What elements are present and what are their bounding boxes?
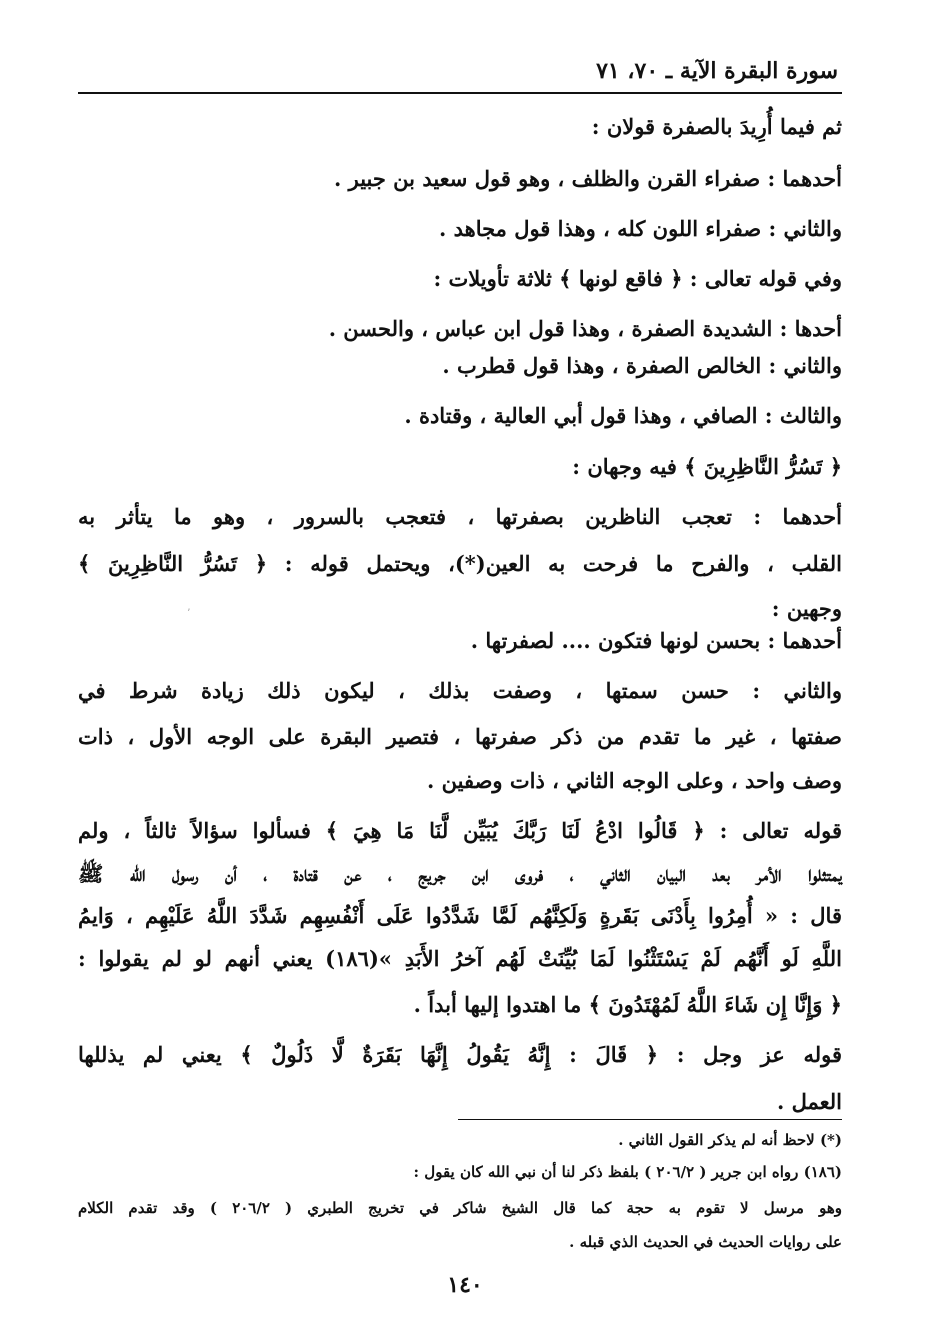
text-line: اللَّهِ لَو أَنَّهُم لَمْ يَسْتَثْنُوا لَمَا بُيِّنَتْ لَهُم آخرُ الأَبَدِ »(١٨٦) يعني أنهم لو لم يقولوا : — [78, 946, 842, 971]
footnote-divider — [458, 1119, 842, 1120]
text-line: ﴿ تَسُرُّ النَّاظِرِينَ ﴾ فيه وجهان : — [572, 454, 842, 479]
text-line: أحدهما : بحسن لونها فتكون .... لصفرتها . — [470, 628, 842, 653]
footnote: على روايات الحديث في الحديث الذي قبله . — [569, 1233, 842, 1251]
text-line: أحدهما : تعجب الناظرين بصفرتها ، فتعجب بالسرور ، وهو ما يتأثر به — [78, 504, 842, 529]
footnote: (١٨٦) رواه ابن جرير ( ٢٠٦/٢ ) بلفظ ذكر لنا أن نبي الله كان يقول : — [413, 1163, 842, 1181]
text-line: والثالث : الصافي ، وهذا قول أبي العالية ، وقتادة . — [404, 403, 842, 428]
text-line: قوله عز وجل : ﴿ قَالَ : إِنَّهُ يَقُولُ إِنَّهَا بَقَرَةٌ لَّا ذَلُولٌ ﴾ يعني لم يذللها — [78, 1042, 842, 1067]
text-line: وفي قوله تعالى : ﴿ فاقع لونها ﴾ ثلاثة تأويلات : — [433, 266, 842, 291]
text-line: أحدهما : صفراء القرن والظلف ، وهو قول سعيد بن جبير . — [334, 166, 842, 191]
text-line: والثاني : صفراء اللون كله ، وهذا قول مجاهد . — [438, 216, 842, 241]
text-line: يمتثلوا الأمر بعد البيان الثاني ، فروى ابن جريج ، عن قتادة ، أن رسول الله ﷺ — [78, 861, 842, 886]
text-line: ثم فيما أُرِيدَ بالصفرة قولان : — [591, 114, 842, 139]
footnote: وهو مرسل لا تقوم به حجة كما قال الشيخ شاكر في تخريج الطبري ( ٢٠٦/٢ ) وقد تقدم الكلام — [78, 1199, 842, 1217]
header-title: سورة البقرة الآية ـ ٧٠، ٧١ — [596, 58, 838, 84]
text-line: والثاني : الخالص الصفرة ، وهذا قول قطرب . — [442, 353, 842, 378]
footnote: (*) لاحظ أنه لم يذكر القول الثاني . — [618, 1131, 842, 1149]
text-line: صفتها ، غير ما تقدم من ذكر صفرتها ، فتصير البقرة على الوجه الأول ، ذات — [78, 724, 842, 749]
page-number: ١٤٠ — [447, 1272, 483, 1298]
text-line: قوله تعالى : ﴿ قَالُوا ادْعُ لَنَا رَبَّكَ يُبَيِّن لَّنَا مَا هِيَ ﴾ فسألوا سؤالاً ثالثاً ، ولم — [78, 818, 842, 843]
text-line: وجهين : — [771, 596, 842, 621]
text-line: القلب ، والفرح ما فرحت به العين(*)، ويحتمل قوله : ﴿ تَسُرُّ النَّاظِرِينَ ﴾ — [78, 551, 842, 576]
text-line: قال : « أُمِرُوا بِأَدْنَى بَقَرةٍ وَلَكِنَّهُم لَمَّا شَدَّدُوا عَلَى أَنْفُسِهِم شَدَّدَ اللَّهُ عَلَيْهِم ، وَايمُ — [78, 903, 842, 928]
text-line: العمل . — [776, 1089, 842, 1114]
text-line: والثاني : حسن سمتها ، وصفت بذلك ، ليكون ذلك زيادة شرط في — [78, 678, 842, 703]
text-line: ﴿ وَإِنَّا إِن شَاءَ اللَّهُ لَمُهْتَدُونَ ﴾ ما اهتدوا إليها أبداً . — [413, 992, 842, 1017]
text-line: وصف واحد ، وعلى الوجه الثاني ، ذات وصفين . — [427, 768, 842, 793]
print-mark: ʼ — [186, 608, 190, 619]
text-line: أحدها : الشديدة الصفرة ، وهذا قول ابن عباس ، والحسن . — [328, 316, 842, 341]
